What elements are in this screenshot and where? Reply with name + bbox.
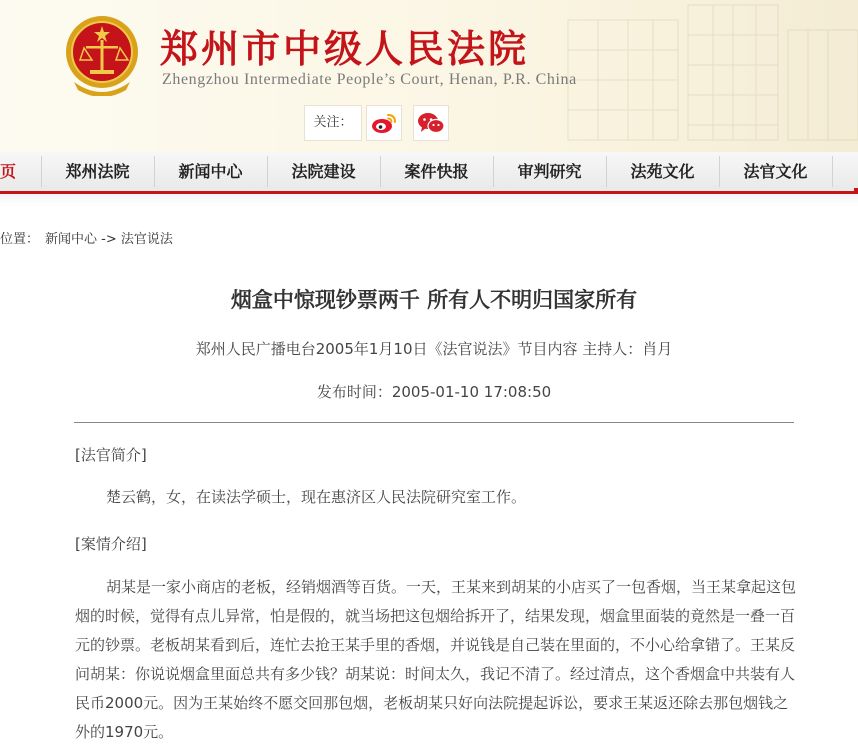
nav-shadow	[0, 194, 858, 206]
wechat-icon	[417, 111, 445, 135]
section-label-case-intro: [案情介绍]	[75, 535, 147, 553]
nav-item-news-center[interactable]: 新闻中心	[178, 162, 243, 181]
section-label-judge-intro: [法官简介]	[75, 446, 147, 464]
nav-item-case-bulletin[interactable]: 案件快报	[404, 162, 469, 181]
publish-time: 发布时间：2005-01-10 17:08:50	[316, 383, 552, 401]
follow-label: 关注：	[304, 105, 362, 141]
court-emblem-icon	[64, 12, 140, 96]
article-title: 烟盒中惊现钞票两千 所有人不明归国家所有	[230, 288, 638, 312]
judge-intro-paragraph: 楚云鹤，女，在读法学硕士，现在惠济区人民法院研究室工作。	[106, 488, 527, 506]
nav-item-home[interactable]: 页	[0, 162, 17, 181]
weibo-button[interactable]	[366, 105, 402, 141]
case-intro-paragraph: 胡某是一家小商店的老板，经销烟酒等百货。一天，王某来到胡某的小店买了一包香烟，当王某拿起这包烟的时候，觉得有点儿异常，怕是假的，就当场把这包烟给拆开了，结果发现，烟盒里面装的竟然是一叠一百元的钞票。老板胡某看到后，连忙去抢王某手里的香烟，并说钱是自己装在里面的，不小心给拿错了。王某反问胡某：你说说烟盒里面总共有多少钱？胡某说：时间太久，我记不清了。经过清点，这个香烟盒中共装有人民币2000元。因为王某始终不愿交回那包烟，老板胡某只好向法院提起诉讼，要求王某返还除去那包烟钱之外的1970元。	[75, 578, 797, 741]
court-name-cn: 郑州市中级人民法院	[160, 26, 530, 71]
nav-item-court-building[interactable]: 法院建设	[291, 162, 356, 181]
court-name-en: Zhengzhou Intermediate People’s Court, Henan, P.R. China	[162, 71, 577, 88]
article-subtitle: 郑州人民广播电台2005年1月10日《法官说法》节目内容 主持人：肖月	[195, 340, 673, 358]
main-nav	[0, 152, 858, 194]
breadcrumb	[0, 228, 179, 247]
nav-item-court-culture[interactable]: 法苑文化	[630, 162, 695, 181]
site-header	[0, 0, 858, 152]
nav-item-trial-research[interactable]: 审判研究	[517, 162, 582, 181]
weibo-icon	[371, 112, 397, 134]
wechat-button[interactable]	[413, 105, 449, 141]
breadcrumb-prefix: 位置：	[0, 232, 40, 247]
nav-item-zhengzhou-court[interactable]: 郑州法院	[65, 162, 130, 181]
breadcrumb-path[interactable]: 新闻中心 -> 法官说法	[45, 232, 173, 247]
nav-divider	[832, 156, 833, 187]
title-divider	[74, 422, 794, 423]
nav-item-judge-culture[interactable]: 法官文化	[743, 162, 808, 181]
nav-edge-marker	[854, 188, 858, 191]
court-building-illustration	[528, 0, 858, 152]
